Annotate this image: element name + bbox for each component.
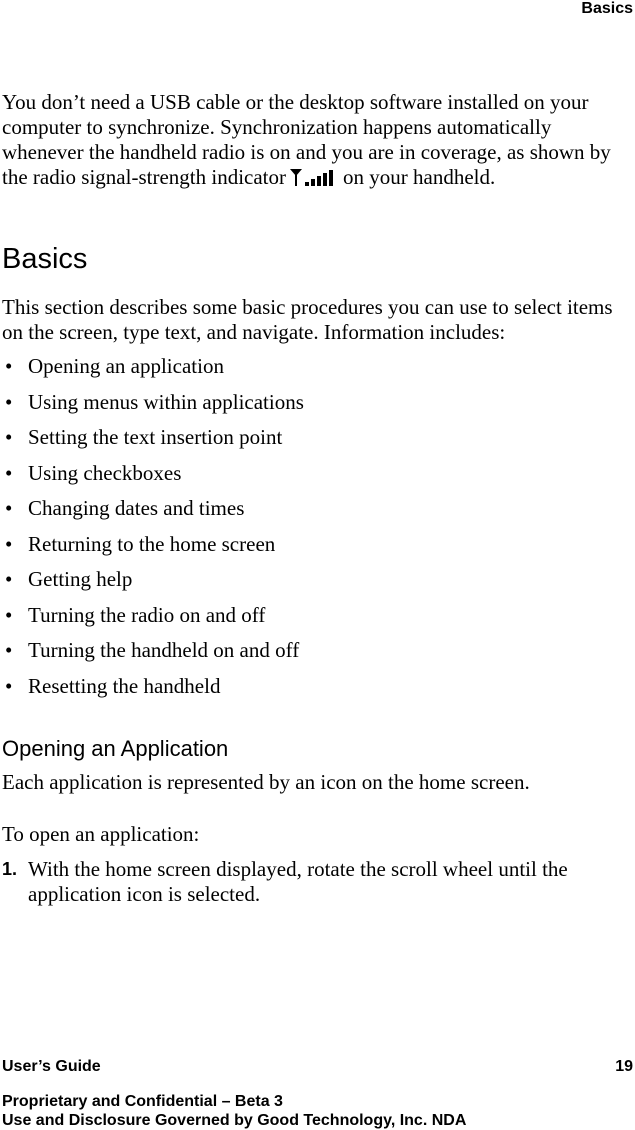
list-item: • Changing dates and times xyxy=(5,496,245,520)
page-number: 19 xyxy=(615,1058,633,1075)
step-text: With the home screen displayed, rotate the scroll wheel until the application icon is selected. xyxy=(28,857,568,906)
section-heading-opening-application: Opening an Application xyxy=(2,736,229,761)
list-item: • Turning the handheld on and off xyxy=(5,638,300,662)
intro-text-end: on your handheld. xyxy=(343,165,496,189)
section-heading-basics: Basics xyxy=(2,243,88,275)
bullet-icon: • xyxy=(5,531,13,556)
bullet-icon: • xyxy=(5,567,13,591)
list-item: • Opening an application xyxy=(5,354,224,378)
confidential-notice: Proprietary and Confidential – Beta 3 xyxy=(2,1093,283,1110)
list-item: • Turning the radio on and off xyxy=(5,602,266,627)
bullet-icon: • xyxy=(5,389,13,414)
footer-confidential xyxy=(2,1092,466,1130)
bullet-icon: • xyxy=(5,602,13,627)
basics-description: This section describes some basic procedures you can use to select items on the screen, type text, and navigate. Information includes: xyxy=(2,295,613,344)
nda-notice: Use and Disclosure Governed by Good Technology, Inc. NDA xyxy=(2,1112,467,1129)
list-item: • Using menus within applications xyxy=(5,389,304,414)
bullet-icon: • xyxy=(5,425,13,449)
bullet-icon: • xyxy=(5,496,13,520)
intro-text: You don’t need a USB cable or the desktop software installed on your computer to synchronize. Synchronization happens automatically whenever the handheld radio is on and you are in coverage, as shown by the radio signal-strength indicator xyxy=(2,90,611,189)
intro-paragraph xyxy=(2,90,634,190)
list-item: • Getting help xyxy=(5,567,133,591)
list-item: • Using checkboxes xyxy=(5,460,182,485)
list-item: • Resetting the handheld xyxy=(5,673,221,698)
list-item: • Returning to the home screen xyxy=(5,531,276,556)
basics-topic-list xyxy=(0,352,304,707)
running-header: Basics xyxy=(581,0,633,17)
opening-lead: To open an application: xyxy=(2,822,200,846)
bullet-icon: • xyxy=(5,354,13,378)
list-item: • Setting the text insertion point xyxy=(5,425,283,449)
bullet-icon: • xyxy=(5,460,13,485)
step-number: 1. xyxy=(2,859,18,879)
footer-guide-title: User’s Guide xyxy=(2,1058,101,1075)
opening-description: Each application is represented by an icon on the home screen. xyxy=(2,770,530,794)
bullet-icon: • xyxy=(5,638,13,662)
bullet-icon: • xyxy=(5,673,13,698)
radio-signal-strength-icon xyxy=(289,168,339,186)
